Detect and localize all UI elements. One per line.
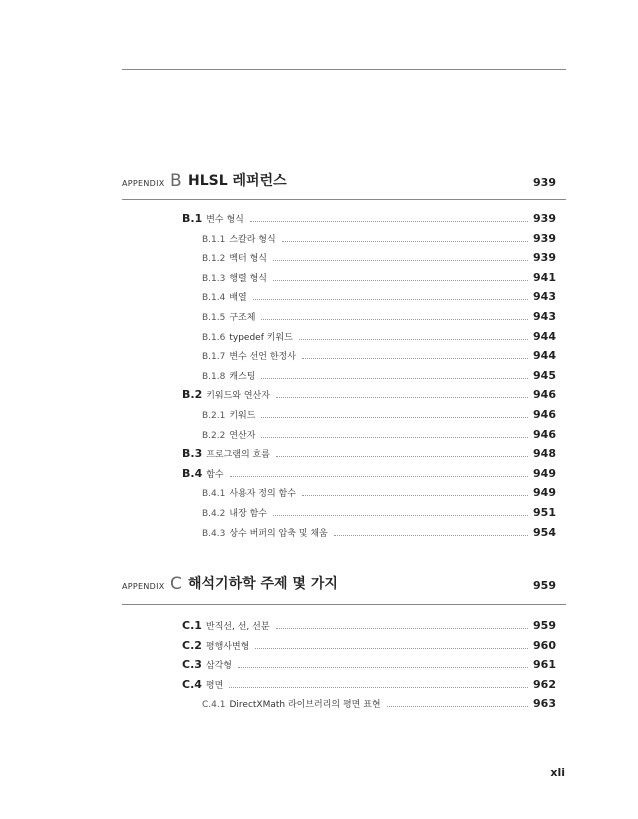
leader-dots (282, 240, 528, 242)
toc-entry[interactable] (182, 467, 556, 483)
section-number: C.2 (182, 638, 202, 652)
section-title: 행렬 형식 (229, 273, 267, 284)
leader-dots (261, 416, 528, 418)
section-title: 배열 (229, 293, 247, 304)
section-title: 스칼라 형식 (229, 234, 276, 245)
section-number: B.1.1 (202, 234, 226, 245)
top-rule (122, 69, 566, 70)
leader-dots (273, 279, 528, 281)
section-page: 944 (533, 329, 556, 343)
section-number: B.2.1 (202, 411, 226, 421)
toc-entry[interactable] (202, 506, 556, 522)
section-title: 반직선, 선, 선분 (205, 622, 270, 632)
section-number: C.4.1 (202, 700, 226, 711)
leader-dots (261, 318, 528, 320)
leader-dots (302, 357, 528, 359)
appendix-tag: APPENDIX (122, 582, 165, 591)
toc-entry[interactable] (202, 271, 556, 287)
section-title: 함수 (206, 469, 224, 480)
leader-dots (276, 627, 529, 629)
section-number: B.1.7 (202, 352, 226, 363)
section-page: 946 (533, 427, 556, 441)
section-page: 962 (533, 677, 556, 691)
toc-entry[interactable] (182, 639, 556, 655)
toc-entry[interactable] (182, 212, 556, 228)
section-number: B.1.8 (202, 371, 226, 382)
appendix-page: 939 (533, 176, 556, 189)
section-title: 캐스팅 (229, 371, 256, 382)
section-title: 내장 함수 (229, 509, 267, 519)
section-number: B.2.2 (202, 430, 226, 441)
toc-entry[interactable] (202, 310, 556, 326)
toc-entry[interactable] (202, 369, 556, 385)
appendix-b-header[interactable] (122, 167, 566, 191)
toc-entry[interactable] (202, 697, 556, 713)
section-number: B.1.6 (202, 332, 226, 343)
section-number: B.1.4 (202, 293, 226, 304)
section-title: DirectXMath 라이브러리의 평면 표현 (229, 700, 381, 711)
section-page: 939 (533, 251, 556, 265)
leader-dots (255, 647, 528, 649)
appendix-title: HLSL 레퍼런스 (188, 173, 287, 189)
appendix-c-rule (122, 604, 566, 605)
leader-dots (250, 220, 528, 222)
section-page: 945 (533, 368, 556, 382)
toc-entry[interactable] (202, 290, 556, 306)
section-page: 946 (533, 388, 556, 402)
leader-dots (387, 705, 528, 707)
leader-dots (230, 475, 528, 477)
section-number: B.2 (182, 388, 203, 402)
section-number: B.4.2 (202, 509, 226, 519)
section-title: 평면 (205, 680, 224, 691)
toc-entry[interactable] (202, 251, 556, 267)
page-number: xli (550, 766, 565, 779)
section-title: 상수 버퍼의 압축 및 채움 (229, 528, 328, 539)
appendix-page: 959 (533, 579, 556, 592)
appendix-c-header[interactable] (122, 570, 566, 594)
section-page: 946 (533, 408, 556, 421)
appendix-tag: APPENDIX (122, 179, 165, 188)
section-title: 삼각형 (205, 661, 232, 672)
toc-entry[interactable] (202, 349, 556, 365)
leader-dots (276, 455, 528, 457)
section-page: 943 (533, 310, 556, 323)
leader-dots (261, 377, 528, 379)
section-number: B.4.3 (202, 528, 226, 539)
leader-dots (229, 686, 528, 688)
section-page: 960 (533, 638, 556, 652)
toc-entry[interactable] (202, 330, 556, 346)
toc-entry[interactable] (182, 658, 556, 674)
toc-entry[interactable] (202, 526, 556, 542)
toc-entry[interactable] (182, 447, 556, 463)
section-title: 변수 형식 (206, 215, 244, 225)
section-page: 961 (533, 658, 556, 672)
section-number: B.1.2 (202, 254, 226, 265)
section-page: 939 (533, 212, 556, 225)
section-page: 951 (533, 506, 556, 519)
section-page: 939 (533, 231, 556, 245)
leader-dots (302, 494, 528, 496)
leader-dots (334, 534, 528, 536)
leader-dots (276, 396, 528, 398)
section-title: 평행사변형 (205, 641, 250, 652)
appendix-title: 해석기하학 주제 몇 가지 (188, 576, 338, 592)
toc-entry[interactable] (182, 388, 556, 404)
section-title: 사용자 정의 함수 (229, 489, 296, 500)
section-number: B.1 (182, 212, 203, 225)
section-title: 키워드와 연산자 (206, 391, 270, 402)
section-title: typedef 키워드 (229, 332, 293, 343)
toc-entry[interactable] (202, 428, 556, 444)
section-page: 948 (533, 447, 556, 461)
leader-dots (273, 514, 528, 516)
toc-entry[interactable] (182, 619, 556, 635)
section-number: B.1.5 (202, 313, 226, 323)
section-title: 연산자 (229, 430, 256, 441)
section-number: B.4 (182, 466, 203, 480)
appendix-letter: C (170, 574, 182, 594)
section-title: 변수 선언 한정사 (229, 352, 296, 363)
section-page: 963 (533, 697, 556, 711)
section-page: 944 (533, 349, 556, 363)
section-page: 943 (533, 290, 556, 304)
toc-entry[interactable] (182, 678, 556, 694)
toc-entry[interactable] (202, 408, 556, 424)
leader-dots (253, 298, 528, 300)
section-number: C.4 (182, 677, 202, 691)
section-page: 941 (533, 270, 556, 284)
section-number: C.1 (182, 619, 202, 632)
leader-dots (299, 338, 528, 340)
toc-entry[interactable] (202, 486, 556, 502)
section-title: 구조체 (229, 313, 256, 323)
leader-dots (238, 666, 528, 668)
toc-entry[interactable] (202, 232, 556, 248)
leader-dots (273, 259, 528, 261)
section-title: 키워드 (229, 411, 256, 421)
section-number: C.3 (182, 658, 202, 672)
leader-dots (261, 436, 528, 438)
section-number: B.3 (182, 447, 203, 461)
section-number: B.1.3 (202, 273, 226, 284)
appendix-b-rule (122, 199, 566, 200)
appendix-letter: B (170, 171, 182, 191)
section-page: 959 (533, 619, 556, 632)
section-page: 949 (533, 466, 556, 480)
section-title: 프로그램의 흐름 (206, 450, 270, 461)
section-number: B.4.1 (202, 489, 226, 500)
section-title: 벡터 형식 (229, 254, 267, 265)
section-page: 954 (533, 525, 556, 539)
section-page: 949 (533, 486, 556, 500)
